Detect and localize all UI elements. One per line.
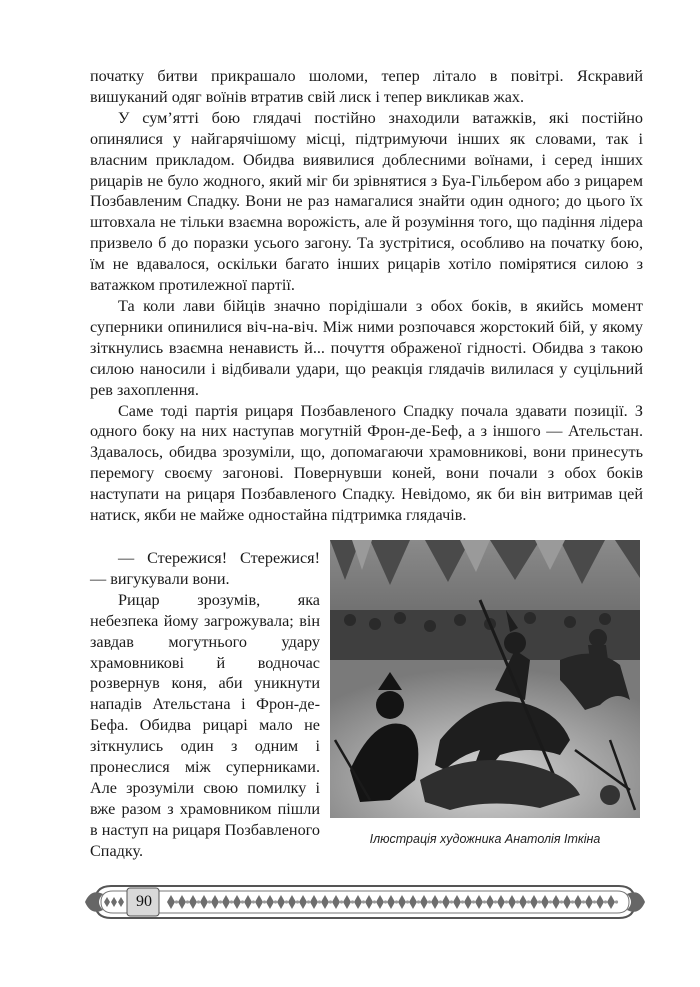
paragraph: — Стережися! Стережися! — вигукували вони. [90, 549, 320, 588]
footer-ornament [85, 880, 645, 924]
main-text-column [90, 66, 643, 526]
illustration-image [330, 540, 640, 818]
paragraph: Рицар зрозумів, яка небезпека йому загрожувала; він завдав могутнього удару храмовникові й водночас розвернув коня, аби уникнути нападів Ательстана і Фрон-де-Бефа. Обидва рицарі мало не зіткнулись один з одним і пронеслися між суперниками. Але зрозуміли свою помилку і вже разом з храмовником пішли в наступ на рицаря Позбавленого Спадку. [90, 590, 320, 860]
paragraph: У сум’ятті бою глядачі постійно знаходили ватажків, які постійно опинялися у найгарячішому місці, підтримуючи інших як словами, так і власним прикладом. Обидва виявилися доблесними воїнами, і серед інших рицарів не було жодного, який міг би зрівнятися з Буа-Гільбером або з рицарем Позбавленим Спадку. Вони не раз намагалися знайти один одного; до цього їх штовхала не тільки взаємна ворожість, але й розуміння того, що падіння лідера призвело б до поразки усього загону. Та зустрітися, особливо на початку бою, їм не вдавалося, оскільки багато інших рицарів хотіло помірятися силою з ватажком протилежної партії. [90, 108, 643, 295]
paragraph: Та коли лави бійців значно порідішали з обох боків, в якийсь момент суперники опинилися віч-на-віч. Між ними розпочався жорстокий бій, у якому зіткнулись взаємна ненависть й... почуття ображеної гідності. Обидва з такою силою наносили і відбивали удари, що реакція глядачів вилилася у суцільний рев захоплення. [90, 296, 643, 399]
wrapped-text-column [90, 548, 320, 862]
knights-battle-illustration [330, 540, 640, 818]
paragraph: Саме тоді партія рицаря Позбавленого Спадку почала здавати позиції. З одного боку на них наступав могутній Фрон-де-Беф, а з іншого — Ательстан. Здавалось, обидва зрозуміли, що, допомагаючи храмовникові, вони принесуть перемогу своєму загонові. Повернувши коней, вони почали з обох боків наступати на рицаря Позбавленого Спадку. Невідомо, як би він витримав цей натиск, якби не майже одностайна підтримка глядачів. [90, 401, 643, 525]
ornament-border [85, 880, 645, 924]
paragraph: початку битви прикрашало шоломи, тепер літало в повітрі. Яскравий вишуканий одяг воїнів втратив свій лиск і тепер викликав жах. [90, 67, 643, 106]
illustration-caption: Ілюстрація художника Анатолія Іткіна [369, 832, 601, 846]
page-number: 90 [136, 893, 152, 910]
